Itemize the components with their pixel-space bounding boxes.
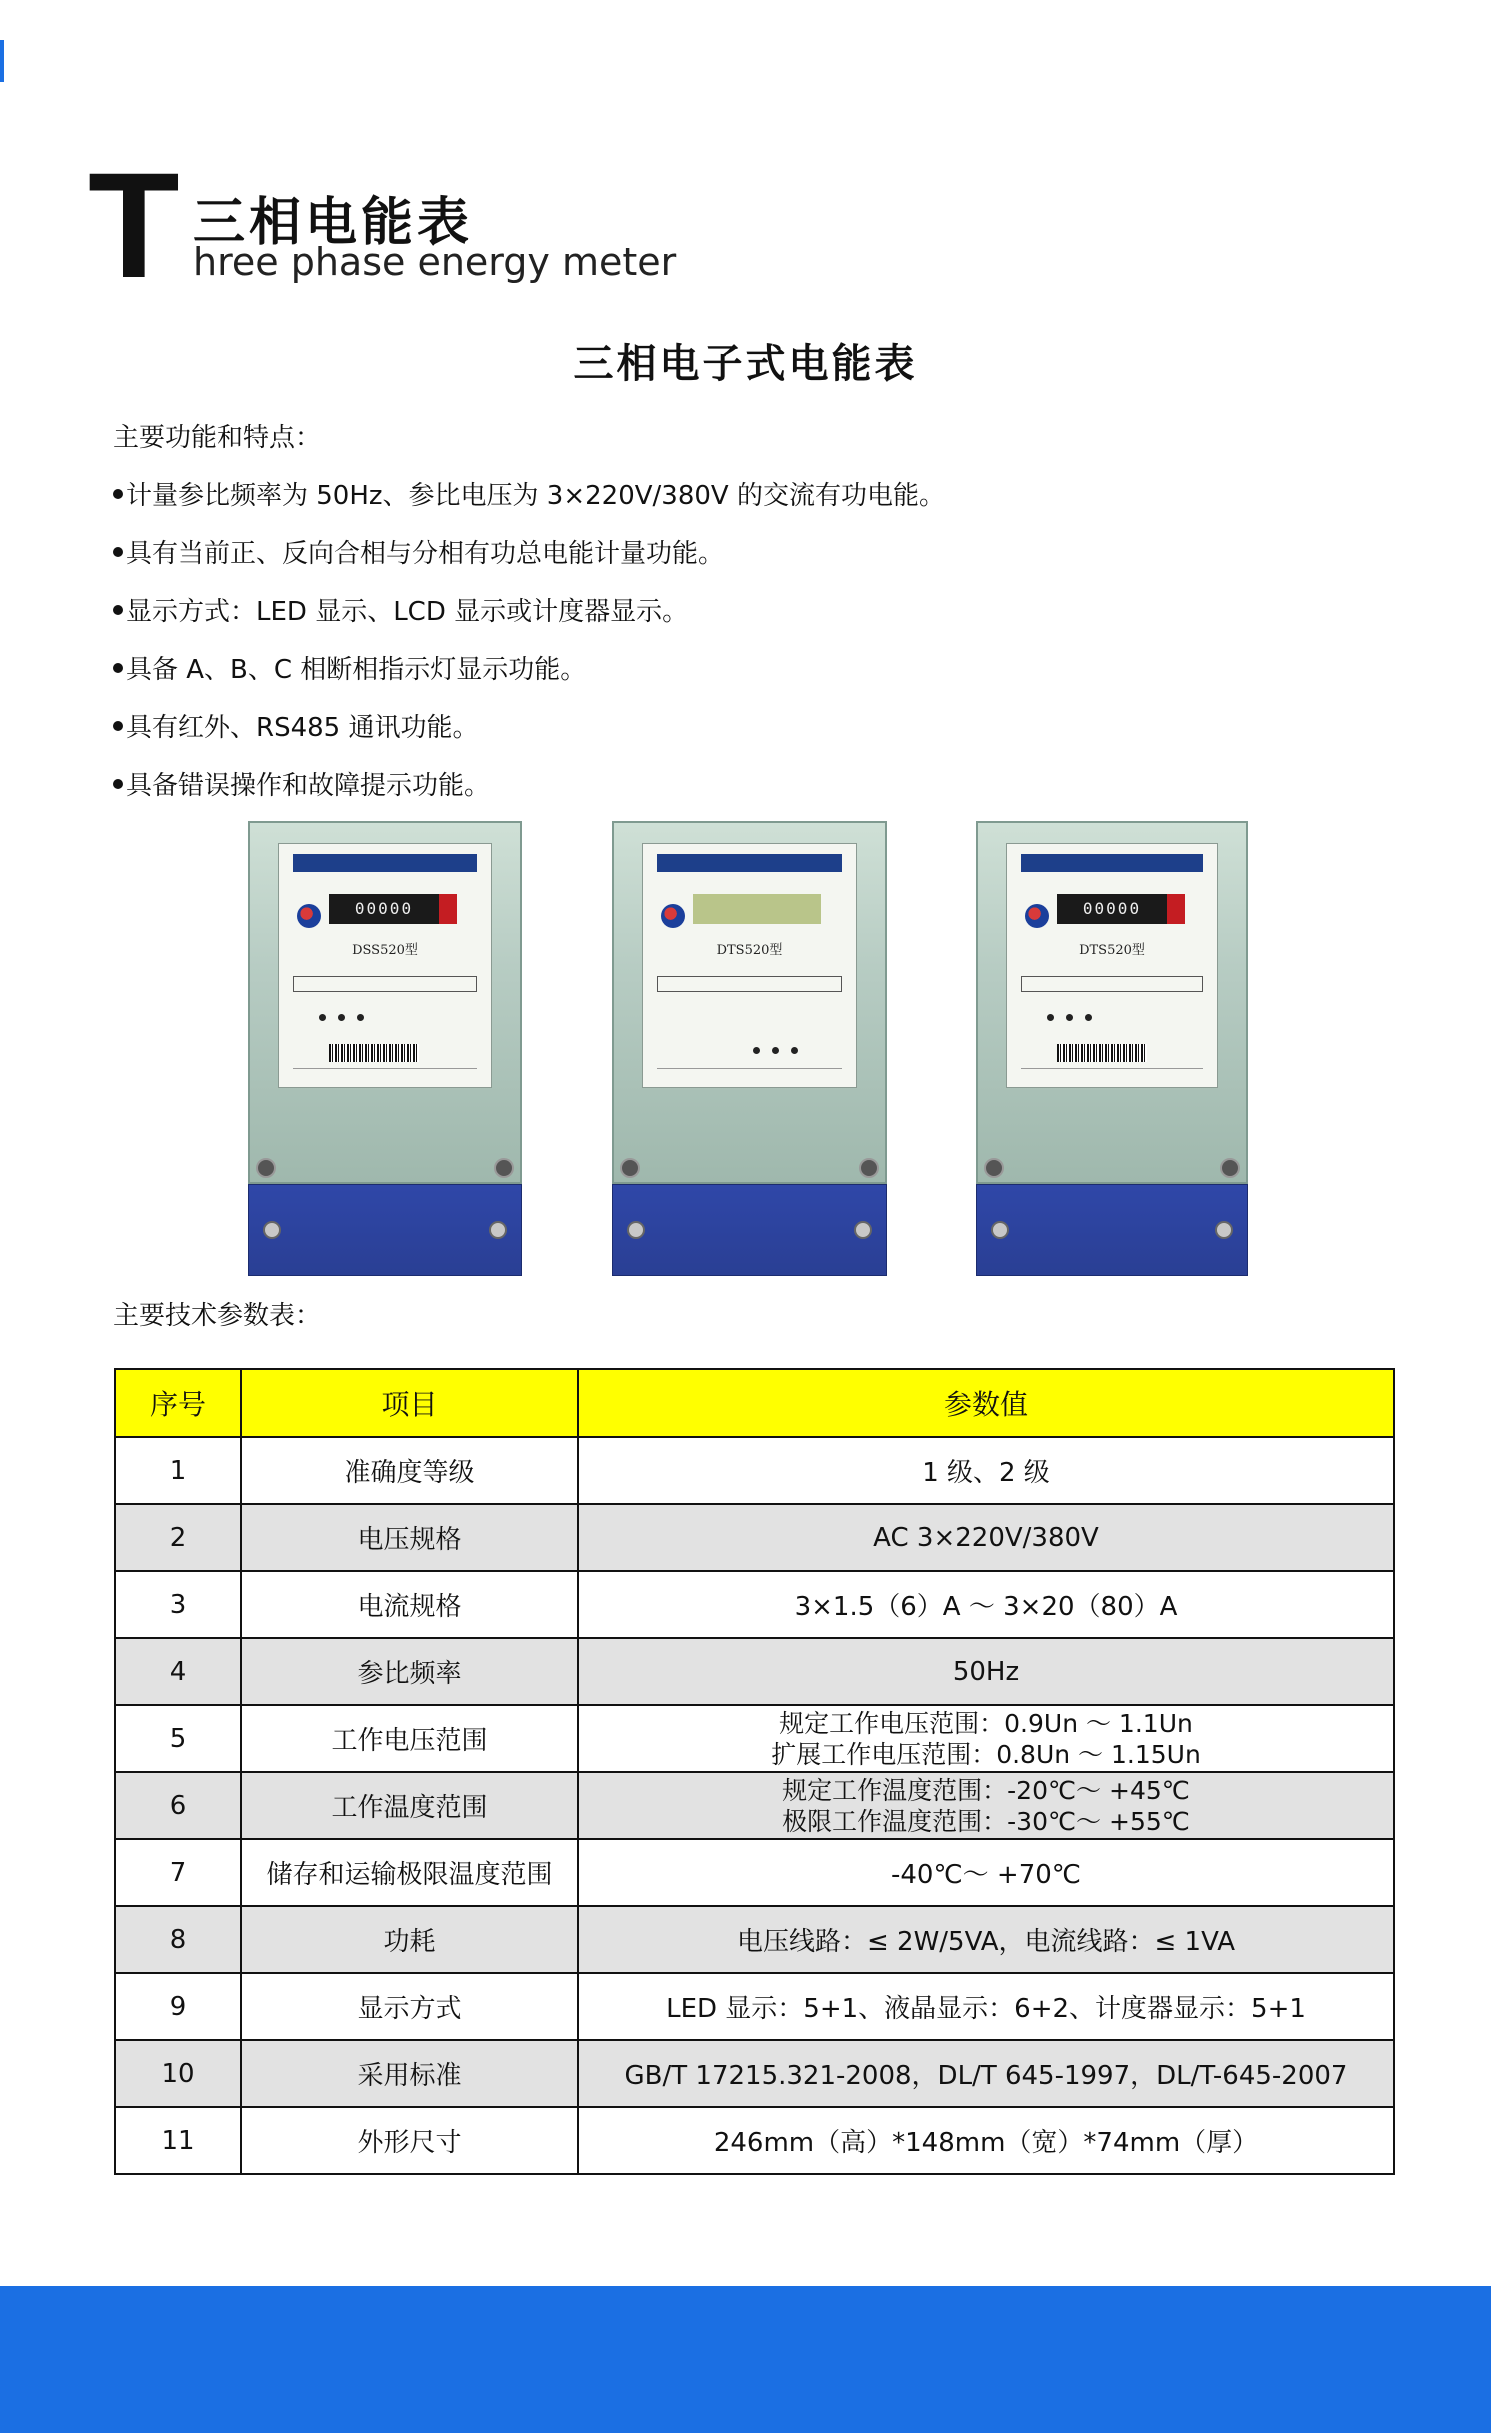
brand-logo-icon [661, 904, 685, 928]
bullet-icon [113, 489, 123, 499]
row-no: 11 [115, 2107, 241, 2174]
meter-nameplate-strip [293, 854, 477, 872]
section-title: 三相电子式电能表 [573, 341, 918, 387]
screw-icon [620, 1158, 640, 1178]
phase-indicators [1047, 1006, 1127, 1016]
decimal-digit [1167, 894, 1185, 924]
footer-band [0, 2286, 1491, 2433]
table-row [115, 2040, 1394, 2107]
bullet-icon [113, 721, 123, 731]
bullet-icon [113, 779, 123, 789]
row-no: 10 [115, 2040, 241, 2107]
feature-list [113, 418, 945, 824]
meter-model: DTS520型 [1079, 943, 1145, 958]
row-value: 3×1.5（6）A ～ 3×20（80）A [578, 1571, 1394, 1638]
meter-base [976, 1184, 1248, 1276]
meter-nameplate-strip [1021, 854, 1203, 872]
row-value-line: 极限工作温度范围：-30℃～ +55℃ [782, 1806, 1190, 1836]
row-value: -40℃～ +70℃ [578, 1839, 1394, 1906]
screw-icon [984, 1158, 1004, 1178]
row-item: 准确度等级 [241, 1437, 578, 1504]
meter-nameplate-strip [657, 854, 842, 872]
table-header-row [115, 1369, 1394, 1437]
row-value [578, 1772, 1394, 1839]
feature-item: 具有当前正、反向合相与分相有功总电能计量功能。 [113, 534, 945, 592]
table-row [115, 1571, 1394, 1638]
phase-indicators [753, 1039, 833, 1049]
row-value: AC 3×220V/380V [578, 1504, 1394, 1571]
row-value [578, 1705, 1394, 1772]
maker-line [1021, 1068, 1203, 1079]
page-title: 三相电能表 [193, 193, 474, 253]
screw-icon [494, 1158, 514, 1178]
feature-item: 计量参比频率为 50Hz、参比电压为 3×220V/380V 的交流有功电能。 [113, 476, 945, 534]
spec-strip [1021, 976, 1203, 992]
screw-icon [256, 1158, 276, 1178]
row-value: 电压线路：≤ 2W/5VA，电流线路：≤ 1VA [578, 1906, 1394, 1973]
bolt-icon [1215, 1221, 1233, 1239]
params-heading: 主要技术参数表： [113, 1301, 322, 1331]
row-no: 8 [115, 1906, 241, 1973]
meter-photo-dss520 [248, 821, 522, 1276]
row-value-line: 规定工作温度范围：-20℃～ +45℃ [782, 1775, 1190, 1805]
row-value-line: 扩展工作电压范围：0.8Un ～ 1.15Un [771, 1739, 1201, 1769]
row-value: 1 级、2 级 [578, 1437, 1394, 1504]
maker-line [657, 1068, 842, 1079]
bolt-icon [854, 1221, 872, 1239]
screw-icon [1220, 1158, 1240, 1178]
table-row [115, 1906, 1394, 1973]
decimal-digit [439, 894, 457, 924]
bolt-icon [991, 1221, 1009, 1239]
row-item: 电流规格 [241, 1571, 578, 1638]
row-item: 电压规格 [241, 1504, 578, 1571]
screw-icon [859, 1158, 879, 1178]
table-row [115, 1437, 1394, 1504]
meter-case [612, 821, 887, 1184]
row-item: 采用标准 [241, 2040, 578, 2107]
meter-model: DTS520型 [716, 943, 783, 958]
product-photos [0, 821, 1491, 1276]
bolt-icon [627, 1221, 645, 1239]
meter-case [976, 821, 1248, 1184]
row-value-line: 规定工作电压范围：0.9Un ～ 1.1Un [779, 1708, 1193, 1738]
row-no: 4 [115, 1638, 241, 1705]
counter-display: 00000 [1057, 894, 1167, 924]
bullet-icon [113, 547, 123, 557]
feature-item: 显示方式：LED 显示、LCD 显示或计度器显示。 [113, 592, 945, 650]
big-letter-t: T [88, 141, 180, 309]
row-item: 外形尺寸 [241, 2107, 578, 2174]
row-item: 显示方式 [241, 1973, 578, 2040]
row-no: 9 [115, 1973, 241, 2040]
bullet-icon [113, 663, 123, 673]
bullet-icon [113, 605, 123, 615]
row-item: 储存和运输极限温度范围 [241, 1839, 578, 1906]
meter-base [248, 1184, 522, 1276]
table-row [115, 1839, 1394, 1906]
table-row [115, 1638, 1394, 1705]
meter-panel [1006, 843, 1218, 1088]
meter-photo-dts520 [976, 821, 1248, 1276]
meter-photo-dts520-lcd [612, 821, 887, 1276]
table-row [115, 1504, 1394, 1571]
row-item: 参比频率 [241, 1638, 578, 1705]
feature-heading: 主要功能和特点： [113, 423, 322, 453]
corner-accent [0, 40, 4, 82]
barcode [329, 1044, 419, 1062]
maker-line [293, 1068, 477, 1079]
row-no: 5 [115, 1705, 241, 1772]
phase-indicators [319, 1006, 399, 1016]
col-header-value: 参数值 [578, 1369, 1394, 1437]
row-no: 1 [115, 1437, 241, 1504]
meter-panel [642, 843, 857, 1088]
col-header-no: 序号 [115, 1369, 241, 1437]
counter-display: 00000 [329, 894, 439, 924]
feature-item: 具备 A、B、C 相断相指示灯显示功能。 [113, 650, 945, 708]
row-no: 6 [115, 1772, 241, 1839]
meter-model: DSS520型 [352, 943, 418, 958]
table-row [115, 1705, 1394, 1772]
row-item: 功耗 [241, 1906, 578, 1973]
params-table [114, 1368, 1395, 2175]
table-row [115, 2107, 1394, 2174]
row-value: 246mm（高）*148mm（宽）*74mm（厚） [578, 2107, 1394, 2174]
table-row [115, 1772, 1394, 1839]
barcode [1057, 1044, 1147, 1062]
spec-strip [293, 976, 477, 992]
bolt-icon [263, 1221, 281, 1239]
brand-logo-icon [297, 904, 321, 928]
row-item: 工作温度范围 [241, 1772, 578, 1839]
row-no: 2 [115, 1504, 241, 1571]
table-row [115, 1973, 1394, 2040]
brand-logo-icon [1025, 904, 1049, 928]
meter-base [612, 1184, 887, 1276]
row-value: GB/T 17215.321-2008，DL/T 645-1997，DL/T-645-2007 [578, 2040, 1394, 2107]
row-item: 工作电压范围 [241, 1705, 578, 1772]
spec-strip [657, 976, 842, 992]
row-no: 3 [115, 1571, 241, 1638]
feature-item: 具有红外、RS485 通讯功能。 [113, 708, 945, 766]
meter-case [248, 821, 522, 1184]
row-value: 50Hz [578, 1638, 1394, 1705]
feature-item: 具备错误操作和故障提示功能。 [113, 766, 945, 824]
meter-panel [278, 843, 492, 1088]
row-no: 7 [115, 1839, 241, 1906]
bolt-icon [489, 1221, 507, 1239]
col-header-item: 项目 [241, 1369, 578, 1437]
row-value: LED 显示：5+1、液晶显示：6+2、计度器显示：5+1 [578, 1973, 1394, 2040]
page-subtitle: hree phase energy meter [193, 240, 677, 284]
lcd-display [693, 894, 821, 924]
